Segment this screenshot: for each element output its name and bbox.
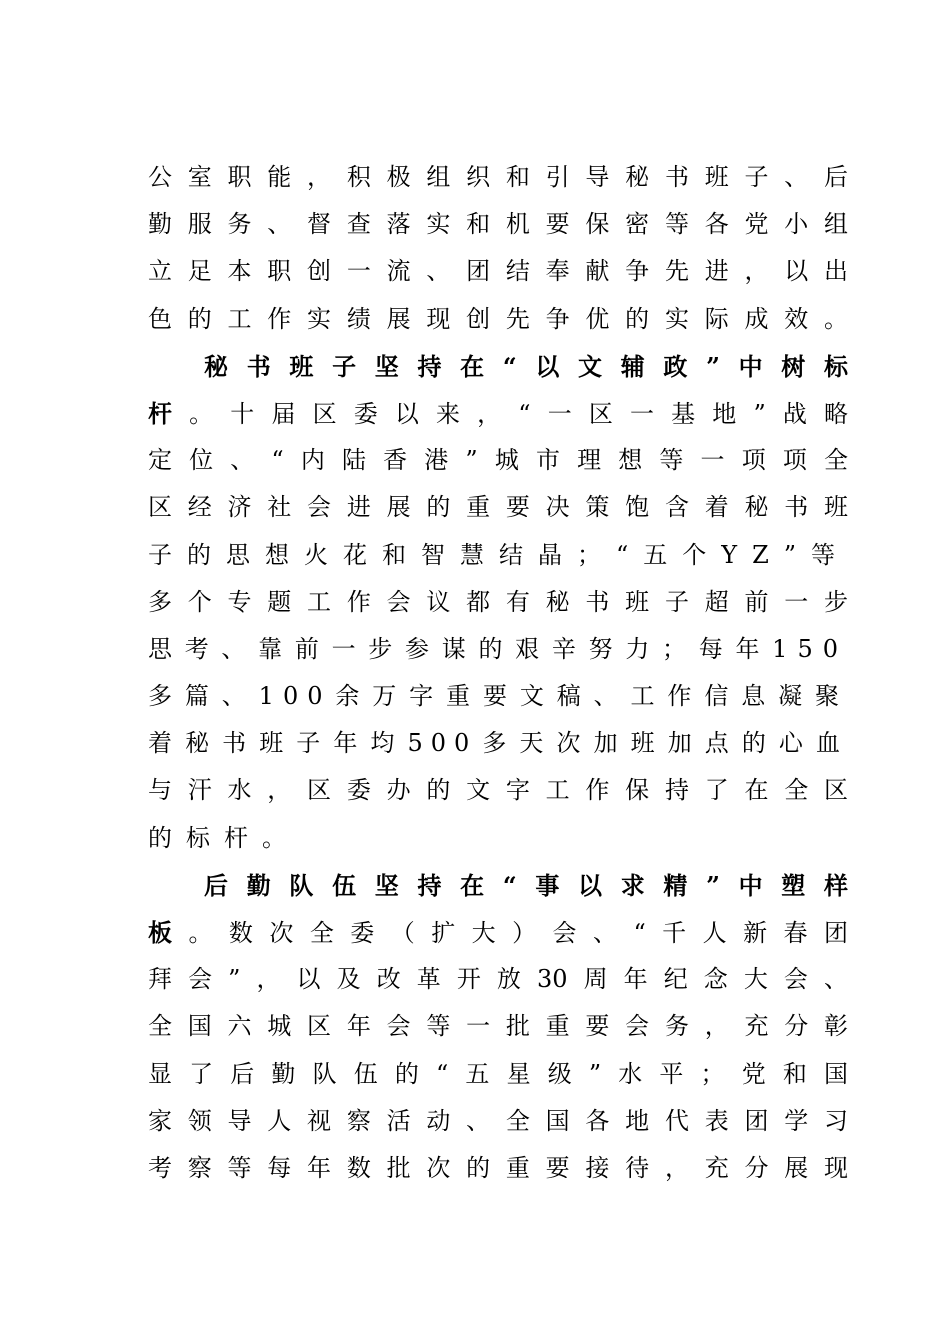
text-fragment: 。十届区委以来，“一区一基地”战略	[189, 399, 849, 428]
text-line: 立足本职创一流、团结奉献争先进，以出	[148, 257, 848, 286]
text-line: 色的工作实绩展现创先争优的实际成效。	[148, 304, 848, 333]
text-line: 公室职能，积极组织和引导秘书班子、后	[148, 163, 848, 191]
text-line: 家领导人视察活动、全国各地代表团学习	[148, 1106, 848, 1135]
text-line: 定位、“内陆香港”城市理想等一项项全	[148, 446, 848, 475]
text-fragment: 。数次全委（扩大）会、“千人新春团	[188, 919, 849, 947]
section-heading-logistics: 后勤队伍坚持在“事以求精”中塑样	[204, 870, 848, 900]
text-line	[148, 390, 848, 437]
text-line: 全国六城区年会等一批重要会务，充分彰	[148, 1012, 848, 1041]
heading-continuation: 杆	[148, 398, 190, 428]
heading-continuation: 板	[148, 918, 189, 947]
text-line: 思考、靠前一步参谋的艰辛努力；每年150	[148, 634, 848, 663]
text-line: 多篇、100余万字重要文稿、工作信息凝聚	[148, 682, 848, 711]
text-line: 考察等每年数批次的重要接待，充分展现	[148, 1153, 848, 1182]
section-heading-secretary: 秘书班子坚持在“以文辅政”中树标	[204, 351, 848, 381]
text-line	[148, 909, 848, 956]
text-line: 的标杆。	[148, 823, 300, 852]
text-line: 子的思想火花和智慧结晶；“五个YZ”等	[148, 540, 851, 569]
text-line: 勤服务、督查落实和机要保密等各党小组	[148, 210, 848, 239]
body-text	[148, 154, 851, 1192]
text-line: 显了后勤队伍的“五星级”水平；党和国	[148, 1059, 848, 1088]
text-line: 多个专题工作会议都有秘书班子超前一步	[148, 587, 848, 616]
text-line: 着秘书班子年均500多天次加班加点的心血	[148, 729, 848, 758]
text-line: 区经济社会进展的重要决策饱含着秘书班	[148, 493, 848, 522]
text-line: 与汗水，区委办的文字工作保持了在全区	[148, 776, 848, 805]
text-line: 拜会”，以及改革开放30周年纪念大会、	[148, 965, 848, 994]
